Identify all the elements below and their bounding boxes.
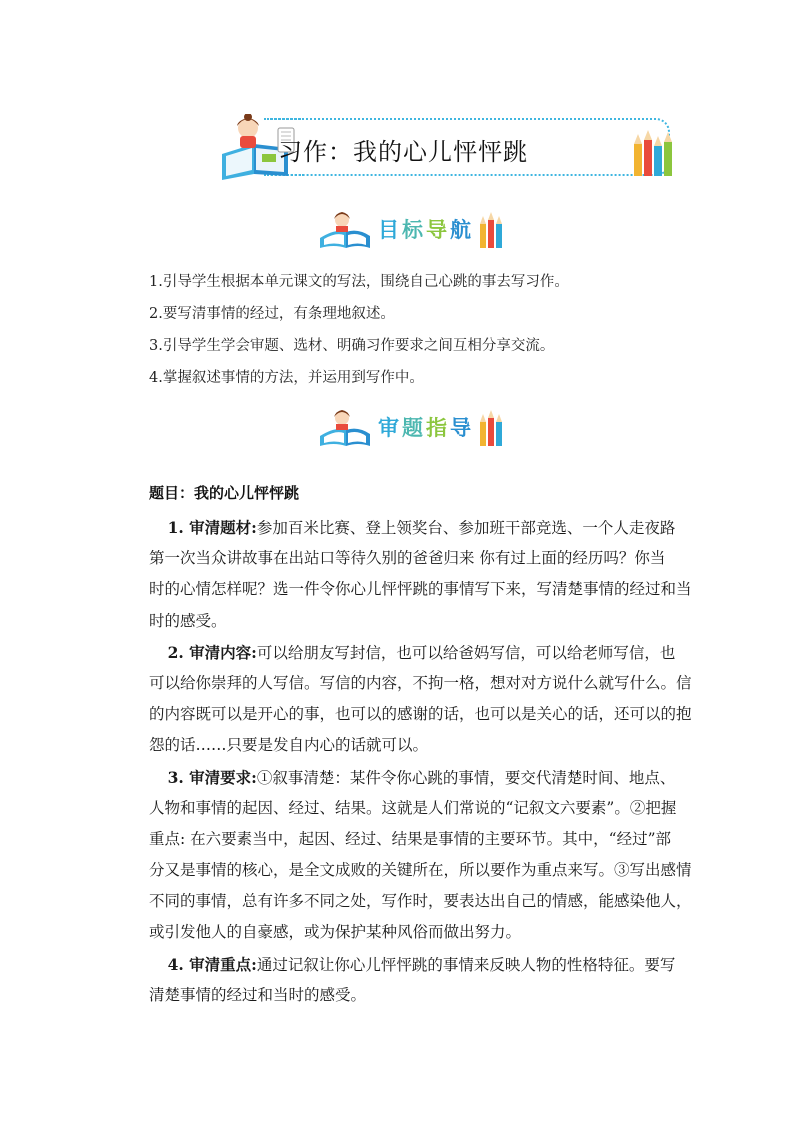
section-title-goals — [378, 214, 474, 244]
paragraph-line: 重点: 在六要素当中，起因、经过、结果是事情的主要环节。其中，“经过”部 — [149, 829, 671, 848]
paragraph-line: 的内容既可以是开心的事，也可以的感谢的话，也可以是关心的话，还可以的抱 — [149, 705, 692, 724]
paragraph-line: 时的心情怎样呢？选一件令你心儿怦怦跳的事情写下来，写清楚事情的经过和当 — [149, 580, 692, 599]
paragraph-lead: 3. 审清要求: — [167, 767, 257, 787]
section-header-guide — [316, 406, 506, 448]
paragraph-line: 可以给朋友写封信，也可以给爸妈写信，可以给老师写信，也 — [256, 643, 676, 662]
section-header-goals — [316, 208, 506, 250]
paragraph-material — [149, 512, 692, 637]
list-item: 1.引导学生根据本单元课文的写法，围绕自己心跳的事去写习作。 — [149, 274, 569, 290]
section-title-char: 指 — [426, 416, 450, 440]
list-item: 2.要写清事情的经过，有条理地叙述。 — [149, 306, 395, 322]
paragraph-line: ①叙事清楚：某件令你心跳的事情，要交代清楚时间、地点、 — [256, 768, 676, 787]
paragraph-focus — [149, 949, 675, 1011]
pencils-icon — [478, 212, 506, 248]
title-banner — [222, 118, 670, 174]
section-title-guide — [378, 412, 474, 442]
section-title-char: 导 — [426, 218, 450, 242]
pencils-icon — [630, 130, 676, 178]
section-title-char: 审 — [378, 416, 402, 440]
section-title-char: 航 — [450, 218, 474, 242]
paragraph-line: 分又是事情的核心，是全文成败的关键所在，所以要作为重点来写。③写出感情 — [149, 861, 692, 880]
paragraph-content — [149, 637, 692, 762]
paragraph-line: 可以给你崇拜的人写信。写信的内容，不拘一格，想对对方说什么就写什么。信 — [149, 673, 692, 692]
paragraph-line: 或引发他人的自豪感，或为保护某种风俗而做出努力。 — [149, 923, 522, 942]
page-title: 习作：我的心儿怦怦跳 — [278, 138, 528, 166]
book-girl-icon — [316, 208, 374, 250]
book-girl-icon — [316, 406, 374, 448]
section-title-char: 题 — [402, 416, 426, 440]
paragraph-line: 第一次当众讲故事在出站口等待久别的爸爸归来 你有过上面的经历吗？你当 — [149, 549, 666, 568]
topic-title: 题目：我的心儿怦怦跳 — [149, 484, 300, 502]
paragraph-line: 清楚事情的经过和当时的感受。 — [149, 985, 367, 1004]
paragraph-line: 不同的事情，总有许多不同之处，写作时，要表达出自己的情感，能感染他人， — [149, 892, 692, 911]
paragraph-lead: 1. 审清题材: — [167, 518, 257, 537]
paragraph-line: 通过记叙让你心儿怦怦跳的事情来反映人物的性格特征。要写 — [256, 955, 676, 974]
paragraph-line: 参加百米比赛、登上领奖台、参加班干部竞选、一个人走夜路 — [256, 519, 676, 537]
list-item: 4.掌握叙述事情的方法，并运用到写作中。 — [149, 370, 424, 386]
goals-list — [149, 266, 669, 394]
guide-section — [149, 482, 692, 1011]
list-item: 3.引导学生学会审题、选材、明确习作要求之间互相分享交流。 — [149, 338, 555, 354]
paragraph-line: 怨的话……只要是发自内心的话就可以。 — [149, 736, 429, 755]
paragraph-lead: 4. 审清重点: — [167, 954, 257, 974]
pencils-icon — [478, 410, 506, 446]
paragraph-line: 时的感受。 — [149, 611, 227, 630]
section-title-char: 目 — [378, 218, 402, 242]
paragraph-requirements — [149, 762, 692, 949]
paragraph-lead: 2. 审清内容: — [167, 642, 257, 662]
paragraph-line: 人物和事情的起因、经过、结果。这就是人们常说的“记叙文六要素”。②把握 — [149, 798, 677, 817]
section-title-char: 导 — [450, 416, 474, 440]
section-title-char: 标 — [402, 218, 426, 242]
